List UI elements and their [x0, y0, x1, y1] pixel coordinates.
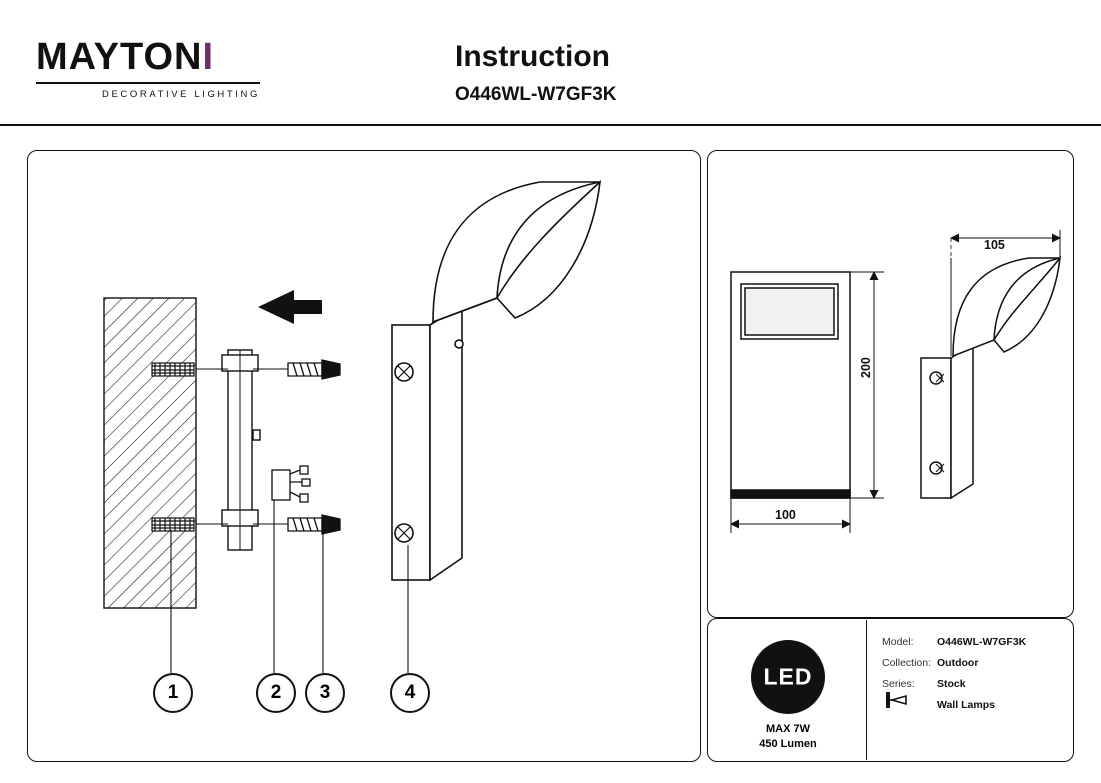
spec-value-series: Stock	[937, 678, 966, 690]
led-badge	[723, 640, 853, 750]
connector-block	[272, 466, 310, 502]
spec-row-model	[882, 636, 1067, 648]
page-model-code: O446WL-W7GF3K	[455, 84, 617, 105]
dimension-height	[850, 272, 884, 498]
lamp-assembly	[392, 305, 463, 580]
wall-lamp-icon	[884, 688, 910, 714]
led-circle-icon	[751, 640, 825, 714]
callout-4: 4	[390, 673, 430, 713]
brand-name-text: MAYTON	[36, 36, 203, 78]
side-view-drawing	[921, 344, 973, 498]
callout-1: 1	[153, 673, 193, 713]
brand-tagline: DECORATIVE LIGHTING	[102, 89, 260, 100]
direction-arrow	[258, 290, 322, 324]
led-max-power: MAX 7W	[766, 723, 810, 735]
led-lumen: 450 Lumen	[759, 738, 817, 750]
spec-key-series: Series:	[882, 678, 915, 690]
screw-top	[288, 360, 340, 379]
wall-hatch	[104, 298, 196, 608]
spec-value-model: O446WL-W7GF3K	[937, 636, 1027, 648]
front-view-drawing	[731, 272, 850, 498]
side-view-head	[953, 258, 1060, 356]
dimension-label-width: 100	[775, 508, 796, 522]
brand-accent-letter: I	[202, 36, 215, 78]
callout-2: 2	[256, 673, 296, 713]
led-label: LED	[763, 663, 813, 690]
spec-row-collection	[882, 657, 1067, 669]
dimension-label-depth: 105	[984, 238, 1005, 252]
callout-3: 3	[305, 673, 345, 713]
spec-value-collection: Outdoor	[937, 657, 979, 669]
mounting-bracket	[222, 350, 260, 550]
spec-value-category: Wall Lamps	[937, 699, 995, 711]
lamp-head-shade	[433, 182, 600, 322]
dimension-label-height: 200	[859, 357, 873, 378]
screw-bottom	[288, 515, 340, 534]
spec-key-model: Model:	[882, 636, 914, 648]
page-title: Instruction	[455, 40, 610, 73]
spec-key-collection: Collection:	[882, 657, 932, 669]
